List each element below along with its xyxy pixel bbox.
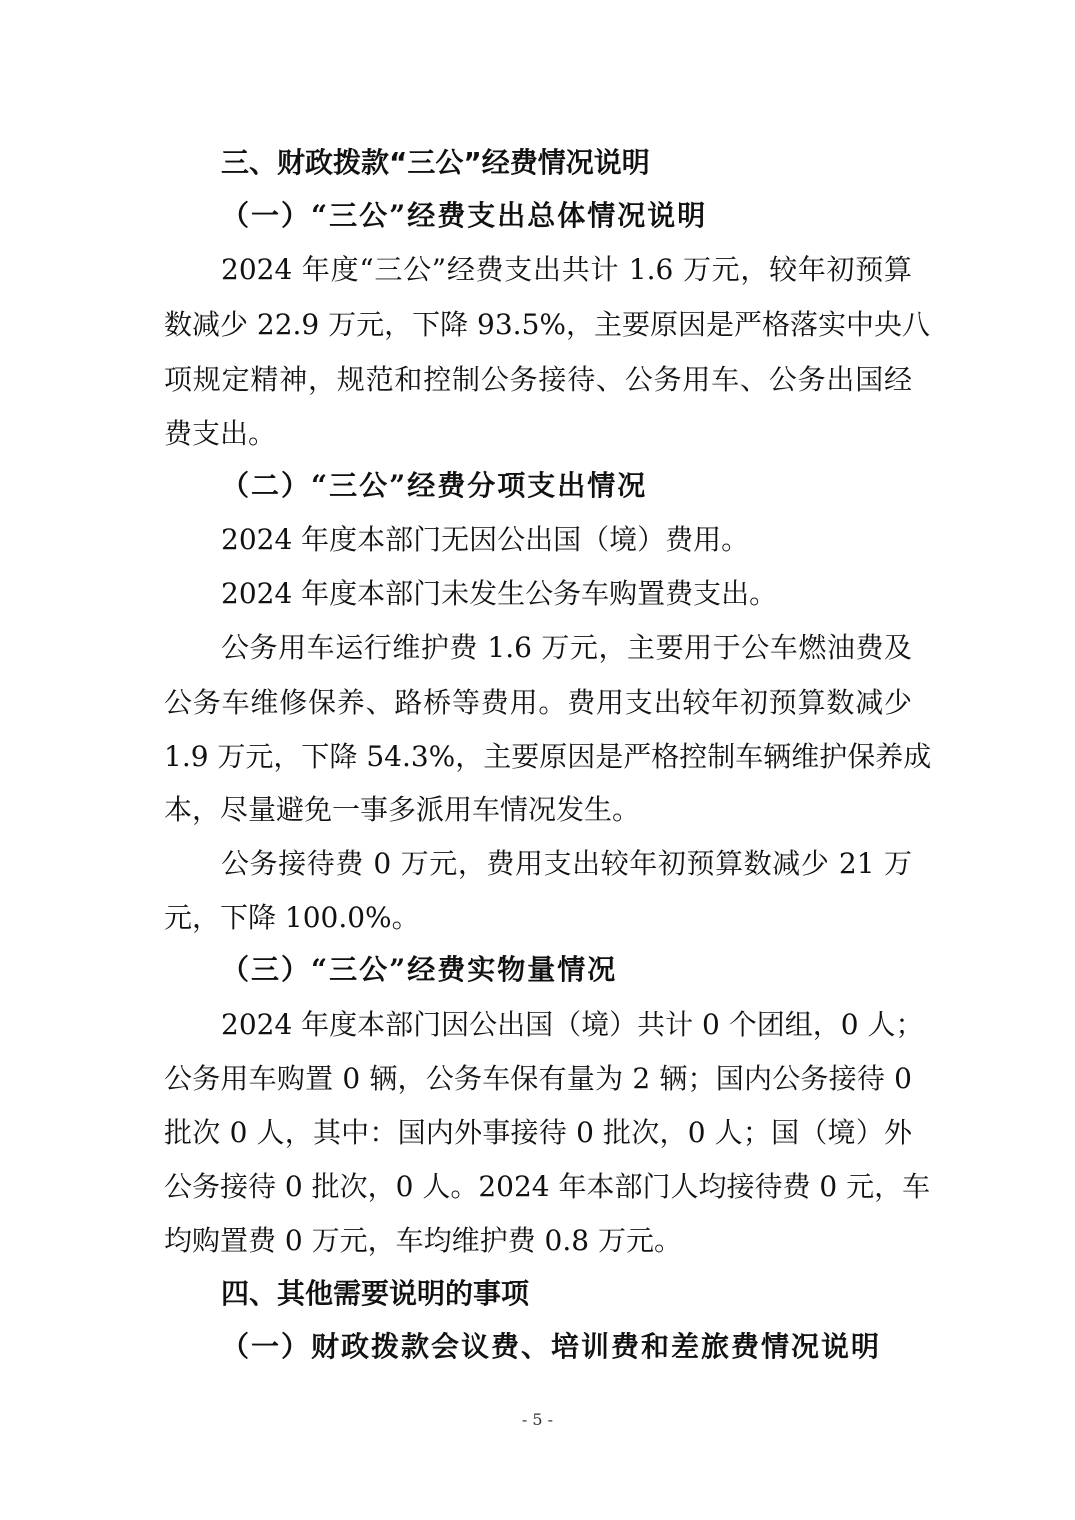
subsection-overall-heading: （一）“三公”经费支出总体情况说明 [221,199,708,232]
paragraph-line: 公务接待费 0 万元，费用支出较年初预算数减少 21 万 [221,847,912,880]
page-number: - 5 - [521,1410,554,1429]
paragraph-line: 批次 0 人，其中：国内外事接待 0 批次，0 人；国（境）外 [164,1116,912,1149]
paragraph-line: 数减少 22.9 万元，下降 93.5%，主要原因是严格落实中央八 [164,308,930,341]
paragraph-line: 项规定精神，规范和控制公务接待、公务用车、公务出国经 [164,363,912,396]
subsection-physical-heading: （三）“三公”经费实物量情况 [221,953,618,986]
paragraph-line: 本，尽量避免一事多派用车情况发生。 [164,793,641,826]
paragraph-line: 均购置费 0 万元，车均维护费 0.8 万元。 [164,1224,682,1257]
paragraph-line: 元，下降 100.0%。 [164,901,420,934]
section-four-heading: 四、其他需要说明的事项 [221,1277,530,1310]
paragraph-line: 2024 年度本部门未发生公务车购置费支出。 [221,577,778,610]
paragraph-line: 2024 年度本部门无因公出国（境）费用。 [221,523,750,556]
paragraph-line: 公务接待 0 批次，0 人。2024 年本部门人均接待费 0 元，车 [164,1170,931,1203]
paragraph-line: 公务车维修保养、路桥等费用。费用支出较年初预算数减少 [164,686,912,719]
paragraph-line: 费支出。 [164,417,277,450]
paragraph-line: 2024 年度“三公”经费支出共计 1.6 万元，较年初预算 [221,253,912,286]
subsection-meeting-heading: （一）财政拨款会议费、培训费和差旅费情况说明 [221,1330,882,1363]
section-three-heading: 三、财政拨款“三公”经费情况说明 [221,146,650,179]
paragraph-line: 公务用车运行维护费 1.6 万元，主要用于公车燃油费及 [221,631,912,664]
subsection-itemized-heading: （二）“三公”经费分项支出情况 [221,469,648,502]
paragraph-line: 1.9 万元，下降 54.3%，主要原因是严格控制车辆维护保养成 [164,740,932,773]
paragraph-line: 公务用车购置 0 辆，公务车保有量为 2 辆；国内公务接待 0 [164,1062,912,1095]
paragraph-line: 2024 年度本部门因公出国（境）共计 0 个团组，0 人； [221,1008,924,1041]
